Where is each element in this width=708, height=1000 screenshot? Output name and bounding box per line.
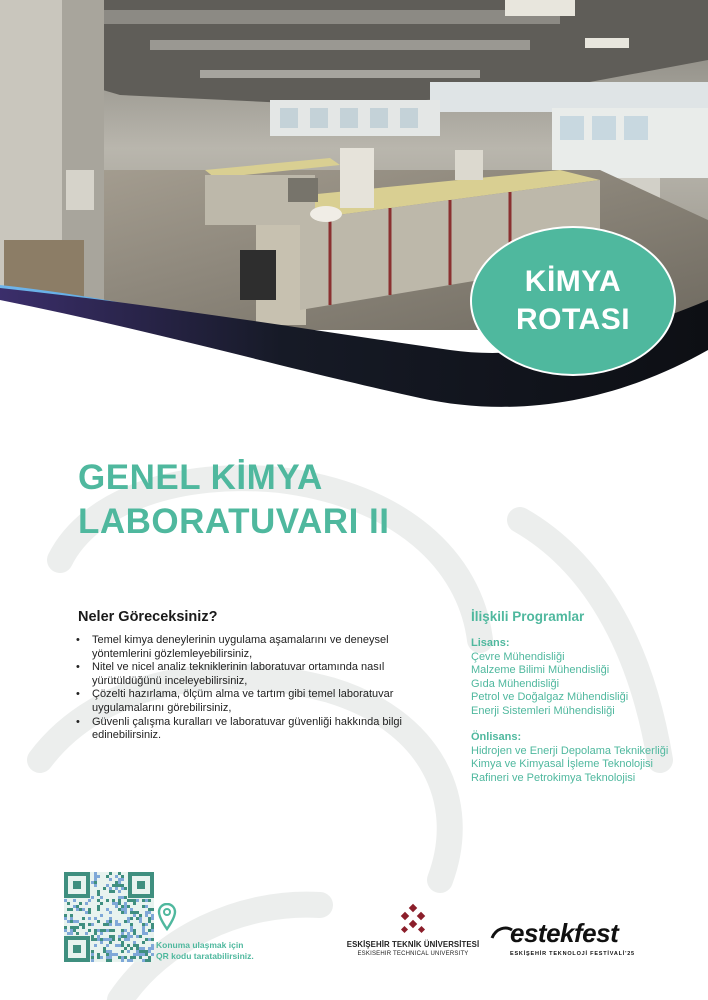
program-item: Çevre Mühendisliği xyxy=(471,650,565,663)
list-item: • Temel kimya deneylerinin uygulama aşamalarını ve deneysel yöntemlerini gözlemleyebilirsiniz, xyxy=(76,634,416,661)
qr-code[interactable] xyxy=(64,872,154,962)
badge-line-1: KİMYA xyxy=(524,265,622,298)
lisans-label: Lisans: xyxy=(471,637,510,649)
list-item: • Çözelti hazırlama, ölçüm alma ve tartım gibi temel laboratuvar uygulamalarını görebilirsiniz, xyxy=(76,688,416,715)
festival-subtitle: ESKİŞEHİR TEKNOLOJİ FESTİVALİ'25 xyxy=(510,951,635,957)
route-badge xyxy=(470,226,676,376)
university-name-en: ESKISEHIR TECHNICAL UNIVERSITY xyxy=(357,951,469,957)
title-line-2: LABORATUVARI II xyxy=(78,502,390,541)
neler-list xyxy=(76,634,416,743)
onlisans-block xyxy=(471,731,668,785)
program-item: Rafineri ve Petrokimya Teknolojisi xyxy=(471,771,636,784)
program-item: Kimya ve Kimyasal İşleme Teknolojisi xyxy=(471,758,653,771)
qr-caption-line-1: Konuma ulaşmak için xyxy=(156,940,244,950)
university-logo-icon xyxy=(396,903,430,937)
university-name: ESKİŞEHİR TEKNİK ÜNİVERSİTESİ xyxy=(346,940,480,949)
program-item: Petrol ve Doğalgaz Mühendisliği xyxy=(471,691,629,704)
lisans-block xyxy=(471,637,628,719)
list-item: • Nitel ve nicel analiz tekniklerinin laboratuvar ortamında nasıl yürütüldüğünü inceleyebilirsiniz, xyxy=(76,661,416,688)
title-line-1: GENEL KİMYA xyxy=(78,458,323,497)
program-item: Enerji Sistemleri Mühendisliği xyxy=(471,704,615,717)
onlisans-label: Önlisans: xyxy=(471,731,522,743)
page-title xyxy=(78,456,389,544)
location-pin-icon xyxy=(157,903,177,931)
programs-heading: İlişkili Programlar xyxy=(471,609,585,624)
program-item: Malzeme Bilimi Mühendisliği xyxy=(471,664,610,677)
neler-heading: Neler Göreceksiniz? xyxy=(78,609,218,625)
qr-caption-line-2: QR kodu taratabilirsiniz. xyxy=(156,951,254,961)
festival-logo: estekfest xyxy=(510,918,619,948)
program-item: Gıda Mühendisliği xyxy=(471,677,560,690)
badge-line-2: ROTASI xyxy=(515,303,631,336)
qr-caption xyxy=(156,940,266,962)
list-item: • Güvenli çalışma kuralları ve laboratuvar güvenliği hakkında bilgi edinebilirsiniz. xyxy=(76,716,416,743)
program-item: Hidrojen ve Enerji Depolama Teknikerliği xyxy=(471,744,669,757)
